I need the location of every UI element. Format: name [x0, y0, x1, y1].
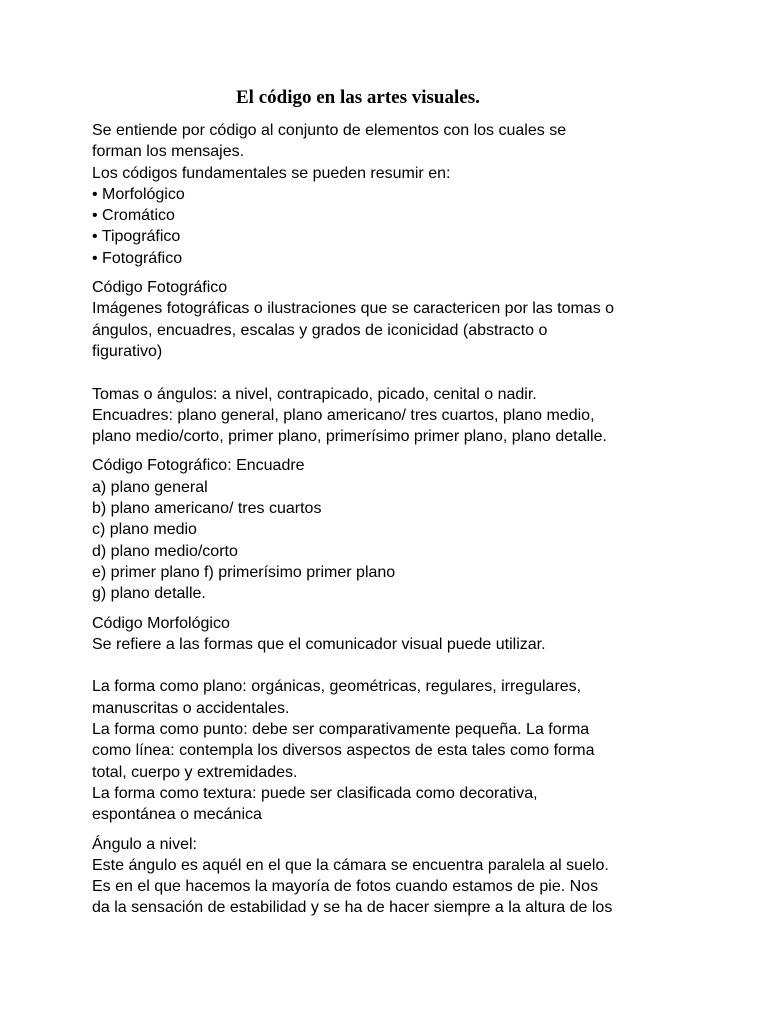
- text-line: Tomas o ángulos: a nivel, contrapicado, picado, cenital o nadir.: [92, 385, 537, 403]
- list-item: c) plano medio: [92, 521, 197, 539]
- document-title: El código en las artes visuales.: [236, 87, 480, 108]
- text-line: Es en el que hacemos la mayoría de fotos cuando estamos de pie. Nos: [92, 878, 599, 896]
- list-item: b) plano americano/ tres cuartos: [92, 500, 322, 518]
- text-line: Este ángulo es aquél en el que la cámara se encuentra paralela al suelo.: [92, 856, 609, 874]
- text-line: ángulos, encuadres, escalas y grados de iconicidad (abstracto o: [92, 321, 548, 339]
- list-item: a) plano general: [92, 478, 208, 496]
- section-heading: Código Fotográfico: Encuadre: [92, 457, 305, 475]
- blank-line: [92, 655, 692, 676]
- intro-section: [92, 120, 692, 269]
- list-item: g) plano detalle.: [92, 585, 206, 603]
- fotografico-section: [92, 277, 692, 447]
- text-line: espontánea o mecánica: [92, 806, 262, 824]
- bullet-item: • Fotográfico: [92, 249, 183, 267]
- section-heading: Código Fotográfico: [92, 279, 228, 297]
- text-line: Encuadres: plano general, plano americano/ tres cuartos, plano medio,: [92, 406, 595, 424]
- section-heading: Ángulo a nivel:: [92, 835, 197, 853]
- morfologico-section: [92, 613, 692, 826]
- encuadre-section: [92, 455, 692, 604]
- bullet-item: • Tipográfico: [92, 228, 181, 246]
- list-item: d) plano medio/corto: [92, 542, 238, 560]
- text-line: como línea: contempla los diversos aspectos de esta tales como forma: [92, 742, 595, 760]
- text-line: figurativo): [92, 342, 163, 360]
- text-line: Imágenes fotográficas o ilustraciones que se caractericen por las tomas o: [92, 300, 615, 318]
- text-line: total, cuerpo y extremidades.: [92, 763, 298, 781]
- section-heading: Código Morfológico: [92, 614, 230, 632]
- text-line: La forma como punto: debe ser comparativamente pequeña. La forma: [92, 721, 590, 739]
- document-page: [92, 86, 692, 927]
- text-line: Se refiere a las formas que el comunicador visual puede utilizar.: [92, 635, 546, 653]
- text-line: Se entiende por código al conjunto de elementos con los cuales se: [92, 122, 567, 139]
- text-line: Los códigos fundamentales se pueden resumir en:: [92, 164, 451, 182]
- text-line: da la sensación de estabilidad y se ha de hacer siempre a la altura de los: [92, 899, 613, 917]
- bullet-item: • Cromático: [92, 207, 175, 225]
- text-line: plano medio/corto, primer plano, primerísimo primer plano, plano detalle.: [92, 428, 607, 446]
- text-line: manuscritas o accidentales.: [92, 699, 290, 717]
- list-item: e) primer plano f) primerísimo primer plano: [92, 563, 396, 581]
- angulo-section: [92, 834, 692, 919]
- text-line: La forma como textura: puede ser clasificada como decorativa,: [92, 784, 538, 802]
- text-line: La forma como plano: orgánicas, geométricas, regulares, irregulares,: [92, 678, 582, 696]
- bullet-item: • Morfológico: [92, 185, 185, 203]
- text-line: forman los mensajes.: [92, 143, 245, 161]
- blank-line: [92, 362, 692, 383]
